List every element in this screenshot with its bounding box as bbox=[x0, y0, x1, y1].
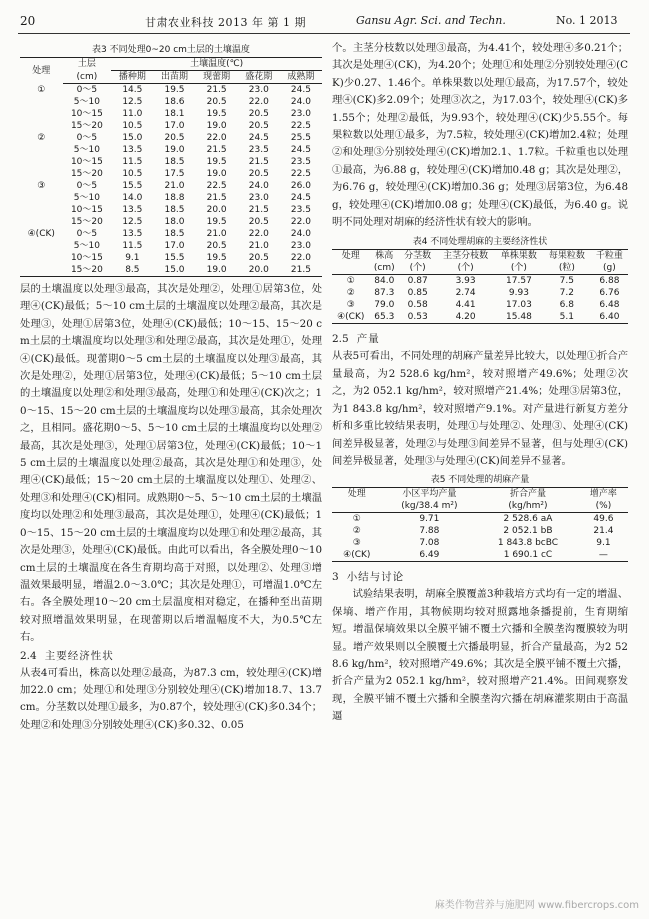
table5-cell: 49.6 bbox=[593, 514, 614, 525]
table3-cell: 18.6 bbox=[164, 97, 185, 107]
section-number: 2.5 bbox=[332, 333, 349, 346]
section-2-5-heading bbox=[332, 330, 628, 348]
table3-row bbox=[20, 132, 322, 144]
table3-caption: 表3 不同处理0~20 cm土层的土壤温度 bbox=[92, 45, 250, 55]
table3-row bbox=[20, 228, 322, 240]
table3-soil-temperature bbox=[20, 57, 322, 277]
table3-cell: 17.0 bbox=[164, 121, 185, 131]
table3-cell: 19.0 bbox=[164, 145, 185, 155]
table5-row bbox=[332, 513, 628, 526]
table3-cell: 19.0 bbox=[196, 264, 238, 277]
table3-cell: 24.5 bbox=[290, 85, 311, 95]
table3-header-stage: 盛花期 bbox=[238, 71, 280, 84]
table5-cell: 7.08 bbox=[419, 538, 440, 549]
table3-cell: 22.5 bbox=[290, 121, 311, 131]
table3-row bbox=[20, 168, 322, 180]
header-rule bbox=[18, 33, 630, 34]
table3-cell: 21.5 bbox=[248, 157, 269, 167]
table4-unit: (g) bbox=[591, 262, 628, 275]
table4-unit bbox=[332, 262, 369, 275]
table4-cell: 7.5 bbox=[559, 276, 574, 287]
table3-cell: 24.5 bbox=[290, 193, 311, 203]
table5-cell: 9.1 bbox=[596, 538, 611, 549]
table4-row bbox=[332, 311, 628, 324]
table3-cell: 0～5 bbox=[76, 229, 98, 239]
table3-cell: 19.0 bbox=[206, 169, 227, 179]
table3-cell: 22.5 bbox=[290, 169, 311, 179]
table3-cell: 21.0 bbox=[206, 229, 227, 239]
table4-cell: 87.3 bbox=[374, 288, 395, 299]
table5-unit: (%) bbox=[579, 500, 628, 513]
table3-cell: 17.0 bbox=[164, 241, 185, 251]
table5-row bbox=[332, 537, 628, 549]
table5-cell: 6.49 bbox=[382, 549, 478, 562]
table3-cell: 21.0 bbox=[248, 241, 269, 251]
table4-cell: 15.48 bbox=[495, 311, 543, 324]
table3-cell: 26.0 bbox=[290, 181, 311, 191]
table4-row bbox=[332, 299, 628, 311]
table5-cell: 9.71 bbox=[419, 514, 440, 525]
table3-cell: 5～10 bbox=[73, 145, 100, 155]
right-paragraph-2: 从表5可看出，不同处理的胡麻产量差异比较大，以处理①折合产量最高，为2 528.6 kg/hm²，较对照增产49.6%；处理②次之，为2 052.1 kg/hm²，较对照增产21.4%；处理③居第3位，为1 843.8 kg/hm²，较对照增产9.1%。对产量进行新复方差分析和多重比较结果表明，处理①与处理②、处理③、处理④(CK)间差异极显著，处理②与处理③间差异不显著，但与处理④(CK)间差异极显著，处理③与处理④(CK)间差异不显著。 bbox=[332, 350, 628, 467]
journal-title-cn: 甘肃农业科技 2013 年 第 1 期 bbox=[145, 16, 306, 29]
table3-cell: 15～20 bbox=[70, 121, 103, 131]
table4-row bbox=[332, 275, 628, 288]
table3-cell: 18.5 bbox=[164, 205, 185, 215]
table3-cell: 5～10 bbox=[73, 241, 100, 251]
table3-cell: 21.5 bbox=[206, 85, 227, 95]
table4-cell: 4.20 bbox=[436, 311, 495, 324]
table3-cell: ① bbox=[37, 84, 46, 95]
table3-cell: 15～20 bbox=[70, 169, 103, 179]
table3-cell: 22.0 bbox=[290, 253, 311, 263]
table3-cell: 10～15 bbox=[70, 109, 103, 119]
table3-cell: 5～10 bbox=[73, 97, 100, 107]
table3-cell: 11.5 bbox=[122, 241, 143, 251]
table3-cell: 10.5 bbox=[122, 169, 143, 179]
table3-cell: 13.5 bbox=[122, 205, 143, 215]
table3-row bbox=[20, 84, 322, 97]
table3-cell: 24.5 bbox=[248, 133, 269, 143]
table3-cell bbox=[20, 264, 63, 277]
table4-cell: 4.41 bbox=[455, 300, 476, 311]
section-title: 小结与讨论 bbox=[346, 571, 405, 584]
table5-unit: (kg/hm²) bbox=[477, 500, 579, 513]
table5-unit bbox=[332, 500, 382, 513]
table5-header: 小区平均产量 bbox=[382, 488, 478, 501]
table3-cell: 22.0 bbox=[248, 229, 269, 239]
left-paragraph-1: 层的土壤温度以处理③最高，其次是处理②，处理①居第3位，处理④(CK)最低；5～10 cm土层的土壤温度以处理②最高，其次是处理③，处理①居第3位，处理④(CK)最低；10～15、15～20 cm土层的土壤温度均以处理③和处理②最高，其次是处理①，处理④(CK)最低。现蕾期0～5 cm土层的土壤温度以处理③最高，其次是处理②，处理①居第3位，处理④(CK)最低；5～10 cm土层的土壤温度以处理②和处理③最高，处理①和处理④(CK)次之；10～15、15～20 cm土层的土壤温度均以处理③最高，其余处理次之，且相同。盛花期0～5、5～10 cm土层的土壤温度均以处理②最高，其次是处理③，处理①居第3位，处理④(CK)最低；10～15 cm土层的土壤温度以处理②最高，其次是处理①和处理③，处理④(CK)最低；15～20 cm土层的土壤温度以处理①、处理②、处理③和处理④(CK)相同。成熟期0～5、5～10 cm土层的土壤温度均以处理②和处理③最高，其次是处理①，处理④(CK)最低；10～15、15～20 cm土层的土壤温度均以处理①和处理②最高，其次是处理③，处理④(CK)最低。由此可以看出，各全膜处理0～10 cm土层的土壤温度在各生育期均高于对照，以处理②、处理③增温效果最明显，增温2.0～3.0℃；其次是处理①，可增温1.0℃左右。各全膜处理10～20 cm土层温度相对稳定，在播种至出苗期较对照增温效果明显，在现蕾期以后增温幅度不大，为0.5℃左右。 bbox=[20, 283, 326, 644]
table3-row bbox=[20, 192, 322, 204]
table3-cell: 20.5 bbox=[248, 253, 269, 263]
table3-cell: 15.0 bbox=[153, 264, 195, 277]
left-column bbox=[20, 40, 326, 734]
table4-cell: 5.1 bbox=[543, 311, 591, 324]
table3-cell: 24.0 bbox=[290, 97, 311, 107]
table3-cell bbox=[20, 108, 63, 120]
table5-cell: 21.4 bbox=[593, 526, 614, 537]
table5-header: 处理 bbox=[332, 488, 382, 501]
table3-header-layer: 土层 bbox=[63, 58, 112, 71]
table4-cell: 3.93 bbox=[455, 276, 476, 287]
table3-cell bbox=[20, 144, 63, 156]
table3-cell: 22.0 bbox=[206, 133, 227, 143]
section-number: 3 bbox=[332, 571, 339, 584]
table3-cell: 24.5 bbox=[290, 145, 311, 155]
table4-cell: 65.3 bbox=[369, 311, 399, 324]
table5-cell: ① bbox=[352, 514, 361, 525]
table5-row bbox=[332, 549, 628, 562]
table3-cell: 22.0 bbox=[290, 217, 311, 227]
table3-cell: 21.5 bbox=[280, 264, 322, 277]
table4-cell: 79.0 bbox=[374, 300, 395, 311]
table3-cell: 21.5 bbox=[248, 205, 269, 215]
table3-cell: 21.0 bbox=[164, 181, 185, 191]
table4-cell: 17.57 bbox=[506, 276, 532, 287]
table3-row bbox=[20, 108, 322, 120]
table5-cell: ④(CK) bbox=[332, 549, 382, 562]
table3-cell: 18.1 bbox=[164, 109, 185, 119]
table3-cell: 12.5 bbox=[122, 217, 143, 227]
table3-cell: 20.5 bbox=[206, 97, 227, 107]
table3-cell bbox=[20, 96, 63, 108]
table3-cell: 0～5 bbox=[76, 181, 98, 191]
table3-cell bbox=[20, 192, 63, 204]
table4-header: 处理 bbox=[332, 250, 369, 263]
table4-caption: 表4 不同处理胡麻的主要经济性状 bbox=[412, 237, 548, 248]
right-column bbox=[332, 40, 632, 726]
table3-cell: 25.5 bbox=[290, 133, 311, 143]
table5-cell: — bbox=[579, 549, 628, 562]
table3-cell: 9.1 bbox=[125, 253, 140, 263]
table4-unit: (粒) bbox=[543, 262, 591, 275]
table3-cell: 10.5 bbox=[122, 121, 143, 131]
table4-cell: 6.88 bbox=[599, 276, 620, 287]
table5-cell: 2 528.6 aA bbox=[503, 514, 553, 525]
right-paragraph-3: 试验结果表明，胡麻全膜覆盖3种栽培方式均有一定的增温、保墒、增产作用，其物候期均较对照露地条播提前，生育期缩短。增温保墒效果以全膜平铺不覆土穴播和全膜垄沟覆膜较为明显。增产效果则以全膜覆土穴播最明显，折合产量最高，为2 528.6 kg/hm²，较对照增产49.6%；其次是全膜平铺不覆土穴播，折合产量为2 052.1 kg/hm²，较对照增产21.4%。田间观察发现，全膜平铺不覆土穴播和全膜垄沟穴播在胡麻灌浆期由于高温逼 bbox=[332, 588, 628, 723]
table3-cell: 22.5 bbox=[206, 181, 227, 191]
table3-cell: 20.5 bbox=[164, 133, 185, 143]
table3-cell: 18.5 bbox=[164, 157, 185, 167]
table3-row bbox=[20, 216, 322, 228]
section-number: 2.4 bbox=[20, 649, 37, 662]
table3-cell: 23.0 bbox=[290, 241, 311, 251]
table3-cell: 23.5 bbox=[248, 145, 269, 155]
table4-body bbox=[332, 275, 628, 324]
section-2-4-heading bbox=[20, 647, 322, 665]
table5-cell: 7.88 bbox=[419, 526, 440, 537]
table3-header-stage: 出苗期 bbox=[153, 71, 195, 84]
table3-cell: 22.0 bbox=[248, 97, 269, 107]
table3-cell: 10～15 bbox=[70, 205, 103, 215]
table3-cell: 24.0 bbox=[248, 181, 269, 191]
table3-cell: 11.0 bbox=[122, 109, 143, 119]
table4-unit: (个) bbox=[495, 262, 543, 275]
issue-number: No. 1 2013 bbox=[556, 14, 618, 27]
section-title: 产量 bbox=[356, 333, 380, 346]
table4-cell: 0.53 bbox=[399, 311, 436, 324]
table3-cell: 19.5 bbox=[206, 157, 227, 167]
left-paragraph-2: 从表4可看出，株高以处理②最高，为87.3 cm，较处理④(CK)增加22.0 cm；处理①和处理③分别较处理④(CK)增加18.7、13.7 cm。分茎数以处理①最多，为0.87个，较处理④(CK)多0.34个；处理②和处理③分别较处理④(CK)多0.32、0.05 bbox=[20, 666, 326, 731]
table3-cell: 18.8 bbox=[164, 193, 185, 203]
table3-cell: 23.0 bbox=[290, 109, 311, 119]
table3-cell: 24.0 bbox=[290, 229, 311, 239]
table3-cell: 18.0 bbox=[164, 217, 185, 227]
table3-cell: 19.5 bbox=[206, 109, 227, 119]
table3-cell: 13.5 bbox=[122, 145, 143, 155]
table5-unit: (kg/38.4 m²) bbox=[382, 500, 478, 513]
table3-cell: 19.5 bbox=[206, 217, 227, 227]
table4-cell: ① bbox=[346, 276, 355, 287]
table3-cell bbox=[20, 156, 63, 168]
table3-row bbox=[20, 120, 322, 132]
table3-cell: 15.0 bbox=[122, 133, 143, 143]
table3-cell: 20.5 bbox=[248, 109, 269, 119]
table3-cell: 15～20 bbox=[63, 264, 112, 277]
table4-cell: 17.03 bbox=[506, 300, 532, 311]
table3-cell bbox=[20, 252, 63, 264]
table3-row bbox=[20, 240, 322, 252]
right-paragraph-1: 个。主茎分枝数以处理③最高，为4.41个，较处理④多0.21个；其次是处理④(CK)，为4.20个；处理①和处理②分别较处理④(CK)少0.27、1.46个。单株果数以处理①最高，为17.57个，较处理④(CK)多2.09个；处理③次之，为17.03个，较处理④(CK)多1.55个；处理②最低，为9.93个，较处理④(CK)少5.55个。每果粒数以处理①最多，为7.5粒，较处理④(CK)增加2.4粒；处理②和处理③分别较处理④(CK)增加2.1、1.7粒。千粒重也以处理①最高，为6.88 g，较处理④(CK)增加0.48 g；其次是处理②，为6.76 g，较处理④(CK)增加0.36 g；处理③居第3位，为6.48 g，较处理④(CK)增加0.08 g；处理④(CK)最低，为6.40 g。说明不同处理对胡麻的经济性状有较大的影响。 bbox=[332, 42, 632, 229]
table5-cell: ② bbox=[352, 526, 361, 537]
table4-cell: 6.76 bbox=[599, 288, 620, 299]
table3-header-stage: 播种期 bbox=[111, 71, 153, 84]
table5-header: 增产率 bbox=[579, 488, 628, 501]
table4-header: 千粒重 bbox=[591, 250, 628, 263]
table3-row bbox=[20, 144, 322, 156]
table3-cell: 19.5 bbox=[206, 253, 227, 263]
table3-cell: 23.5 bbox=[290, 157, 311, 167]
table3-row bbox=[20, 252, 322, 264]
table5-header-row bbox=[332, 488, 628, 501]
table4-unit-row bbox=[332, 262, 628, 275]
table4-cell: 2.74 bbox=[455, 288, 476, 299]
table4-cell: 84.0 bbox=[374, 276, 395, 287]
page-number: 20 bbox=[20, 14, 36, 28]
watermark: 麻类作物营养与施肥网 www.fibercrops.com bbox=[434, 900, 639, 911]
table5-header: 折合产量 bbox=[477, 488, 579, 501]
table4-unit: (cm) bbox=[369, 262, 399, 275]
table4-header: 主茎分枝数 bbox=[436, 250, 495, 263]
journal-title-en: Gansu Agr. Sci. and Techn. bbox=[356, 14, 506, 27]
table3-cell: 19.5 bbox=[164, 85, 185, 95]
table3-cell: 0～5 bbox=[76, 85, 98, 95]
table3-cell: 23.0 bbox=[248, 85, 269, 95]
table4-cell: 6.40 bbox=[591, 311, 628, 324]
table3-row bbox=[20, 204, 322, 216]
table3-row bbox=[20, 96, 322, 108]
table4-header-row bbox=[332, 250, 628, 263]
table3-cell: 20.0 bbox=[238, 264, 280, 277]
table3-cell: 21.5 bbox=[206, 145, 227, 155]
table3-header-stage: 成熟期 bbox=[280, 71, 322, 84]
table3-cell: 23.0 bbox=[248, 193, 269, 203]
table3-cell: 11.5 bbox=[122, 157, 143, 167]
table3-header-treatment: 处理 bbox=[20, 58, 63, 84]
table3-cell: 0～5 bbox=[76, 133, 98, 143]
table5-cell: 1 843.8 bcBC bbox=[497, 538, 559, 549]
table4-economic-traits bbox=[332, 249, 628, 324]
table3-header-layer-unit: (cm) bbox=[63, 71, 112, 84]
table4-header: 每果粒数 bbox=[543, 250, 591, 263]
table3-header-stage: 现蕾期 bbox=[196, 71, 238, 84]
table3-cell: 20.0 bbox=[206, 205, 227, 215]
table3-cell: ③ bbox=[37, 181, 46, 191]
table3-cell: 13.5 bbox=[122, 229, 143, 239]
table5-yield bbox=[332, 487, 628, 562]
table4-cell: 6.8 bbox=[559, 300, 574, 311]
table3-cell: 10～15 bbox=[70, 157, 103, 167]
table4-cell: 9.93 bbox=[508, 288, 529, 299]
table4-header: 分茎数 bbox=[399, 250, 436, 263]
table3-cell bbox=[20, 204, 63, 216]
table3-cell: 15～20 bbox=[70, 217, 103, 227]
table4-cell: 0.58 bbox=[407, 300, 428, 311]
table4-row bbox=[332, 287, 628, 299]
table3-cell: 15.5 bbox=[164, 253, 185, 263]
page-header bbox=[0, 0, 649, 34]
table3-cell: 21.5 bbox=[206, 193, 227, 203]
table4-header: 单株果数 bbox=[495, 250, 543, 263]
table3-cell: 23.5 bbox=[290, 205, 311, 215]
table3-cell: 12.5 bbox=[122, 97, 143, 107]
table3-cell bbox=[20, 168, 63, 180]
table5-row bbox=[332, 525, 628, 537]
table3-cell: ② bbox=[37, 133, 46, 143]
table3-cell: 14.0 bbox=[122, 193, 143, 203]
table3-cell: 19.0 bbox=[206, 121, 227, 131]
table4-unit: (个) bbox=[436, 262, 495, 275]
table4-cell: ③ bbox=[346, 300, 355, 311]
table3-cell: 20.5 bbox=[248, 169, 269, 179]
table4-unit: (个) bbox=[399, 262, 436, 275]
table4-cell: 7.2 bbox=[559, 288, 574, 299]
table5-unit-row bbox=[332, 500, 628, 513]
section-3-heading bbox=[332, 568, 628, 586]
table4-header: 株高 bbox=[369, 250, 399, 263]
table3-cell: 17.5 bbox=[164, 169, 185, 179]
table4-cell: 0.87 bbox=[407, 276, 428, 287]
table4-cell: 0.85 bbox=[407, 288, 428, 299]
table3-header-group: 土壤温度(℃) bbox=[111, 58, 322, 71]
table3-cell: 18.5 bbox=[164, 229, 185, 239]
table4-cell: ④(CK) bbox=[332, 311, 369, 324]
table3-cell: 20.5 bbox=[206, 241, 227, 251]
table4-cell: ② bbox=[346, 288, 355, 299]
table3-cell: ④(CK) bbox=[27, 229, 55, 239]
table3-cell: 15.5 bbox=[122, 181, 143, 191]
table5-caption: 表5 不同处理的胡麻产量 bbox=[430, 475, 530, 486]
section-title: 主要经济性状 bbox=[44, 649, 114, 662]
table3-row bbox=[20, 264, 322, 277]
table3-cell: 20.5 bbox=[248, 121, 269, 131]
table3-cell: 5～10 bbox=[73, 193, 100, 203]
table3-cell bbox=[20, 120, 63, 132]
table5-body bbox=[332, 513, 628, 562]
table5-cell: ③ bbox=[352, 538, 361, 549]
table3-cell bbox=[20, 240, 63, 252]
table3-cell: 20.5 bbox=[248, 217, 269, 227]
table3-cell: 10～15 bbox=[70, 253, 103, 263]
table3-row bbox=[20, 180, 322, 192]
table5-cell: 2 052.1 bB bbox=[503, 526, 553, 537]
table3-row bbox=[20, 156, 322, 168]
table3-cell bbox=[20, 216, 63, 228]
table3-cell: 8.5 bbox=[111, 264, 153, 277]
table3-body bbox=[20, 84, 322, 277]
table5-cell: 1 690.1 cC bbox=[477, 549, 579, 562]
table3-cell: 14.5 bbox=[122, 85, 143, 95]
table4-cell: 6.48 bbox=[599, 300, 620, 311]
